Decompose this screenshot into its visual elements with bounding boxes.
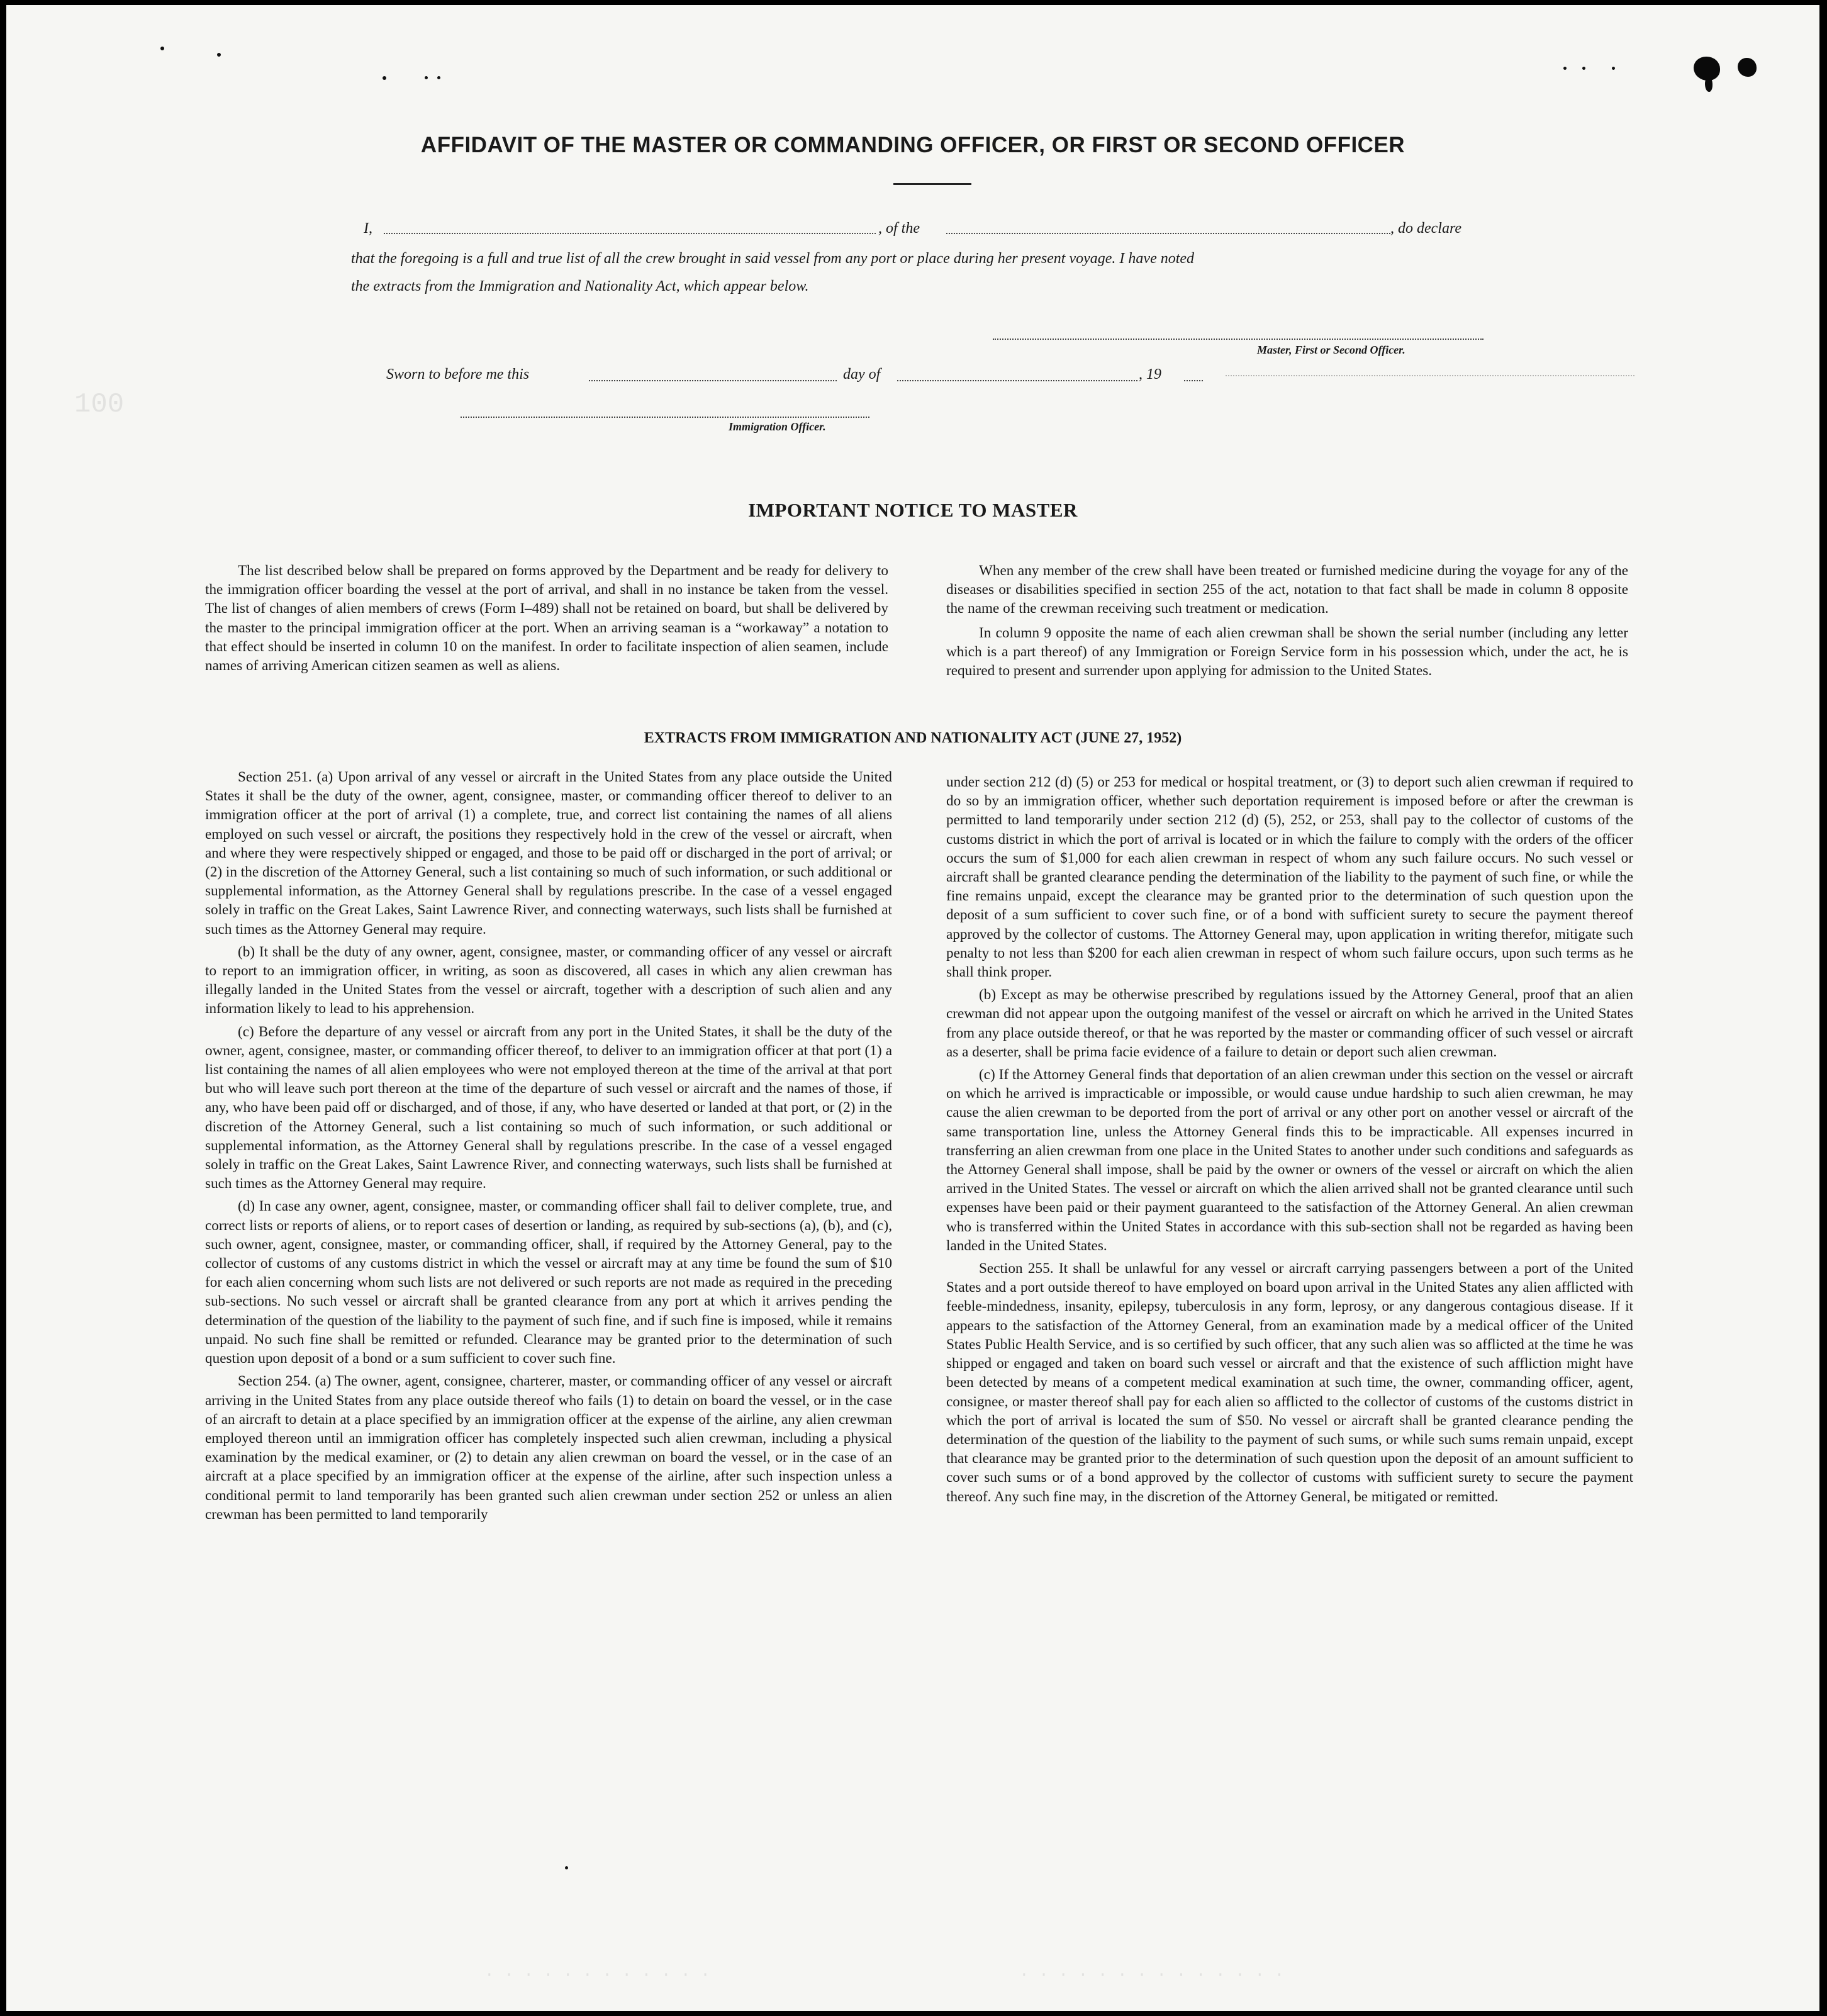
section-251-d: (d) In case any owner, agent, consignee, master, or commanding officer shall fail to deliver complete, true, and correct lists or reports of aliens, or to report cases of desertion or landing, as required by sub-sections (a), (b), and (c), such owner, agent, consignee, master, or commanding officer, shall, if required by the Attorney General, pay to the collector of customs of any customs district in which the vessel or aircraft may at any time be found the sum of $10 for each alien concerning whom such lists are not delivered or such reports are not made as required in the preceding sub-sections. No such vessel or aircraft shall be granted clearance from any port at which it arrives pending the determination of the question of the liability to the payment of such fine, and if such fine is imposed, while it remains unpaid. No such fine shall be remitted or refunded. Clearance may be granted prior to the determination of such question upon deposit of a bond or a sum sufficient to cover such fine.	[205, 1198, 892, 1367]
scan-speck	[1563, 67, 1567, 70]
affidavit-line-3: the extracts from the Immigration and Nationality Act, which appear below.	[351, 278, 809, 294]
bleed-through-text: 100	[74, 389, 125, 420]
affidavit-title: AFFIDAVIT OF THE MASTER OR COMMANDING OFFICER, OR FIRST OR SECOND OFFICER	[420, 133, 1405, 157]
sworn-year-blank[interactable]	[1184, 380, 1203, 381]
bleed-through-text: . . . . . . . . . . . .	[484, 1962, 710, 1981]
notice-title: IMPORTANT NOTICE TO MASTER	[748, 499, 1078, 521]
notice-right-column	[946, 561, 1628, 684]
extracts-left-column	[205, 768, 892, 1528]
section-254-c: (c) If the Attorney General finds that deportation of an alien crewman under this section on the vessel or aircraft on which he arrived is impracticable or impossible, or would cause undue hardship to such alien crewman, he may cause the alien crewman to be deported from the port of arrival or any other port on another vessel or aircraft of the same transportation line, unless the Attorney General finds this to be impracticable. All expenses incurred in transferring an alien crewman from one place in the United States to another under such conditions and safeguards as the Attorney General shall impose, shall be paid by the owner or owners of the vessel or aircraft on which the alien arrived in the United States. The vessel or aircraft on which the alien arrived shall not be granted clearance until such expenses have been paid or their payment guaranteed to the satisfaction of the Attorney General. An alien crewman who is transferred within the United States in accordance with this sub-section shall not be regarded as having been landed in the United States.	[946, 1067, 1633, 1254]
sworn-day-blank[interactable]	[589, 380, 837, 381]
affidavit-do-declare: , do declare	[1390, 220, 1462, 237]
officer-caption: Immigration Officer.	[729, 420, 826, 433]
ink-blot	[1705, 77, 1712, 92]
scan-speck	[383, 76, 386, 80]
master-caption: Master, First or Second Officer.	[1257, 344, 1405, 356]
bleed-through-text: . . . . . . . . . . . . . .	[1019, 1962, 1285, 1981]
scan-speck	[437, 76, 440, 79]
scan-speck	[1612, 67, 1615, 70]
section-251-b: (b) It shall be the duty of any owner, agent, consignee, master, or commanding officer of any vessel or aircraft to report to an immigration officer, in writing, as soon as discovered, all cases in which any alien crewman has illegally landed in the United States from the vessel or aircraft, together with a description of such alien and any information likely to lead to his apprehension.	[205, 943, 892, 1017]
section-254-a-cont: under section 212 (d) (5) or 253 for medical or hospital treatment, or (3) to deport such alien crewman if required to do so by an immigration officer, whether such deportation requirement is imposed before or after the crewman is permitted to land temporarily under section 212 (d) (5), 252, or 253, shall pay to the collector of customs of the customs district in which the port of arrival is located or in which the failure to comply with the orders of the officer occurs the sum of $1,000 for each alien crewman in respect of whom any such failure occurs. No such vessel or aircraft shall be granted clearance pending the determination of the liability to the payment of such fine, or while the fine remains unpaid, except the clearance may be granted prior to the determination of such question upon the deposit of a sum sufficient to cover such fine, or of a bond with sufficient surety to secure the payment thereof approved by the collector of customs. The Attorney General may, upon application in writing therefor, mitigate such penalty to not less than $200 for each alien crewman in respect of whom such failure occurs, upon such terms as he shall think proper.	[946, 774, 1633, 981]
scan-speck	[425, 76, 428, 79]
scan-speck	[565, 1866, 568, 1869]
day-of-label: day of	[843, 366, 881, 383]
title-rule	[893, 183, 971, 185]
extracts-right-column	[946, 773, 1633, 1510]
notice-right-paragraph-2: In column 9 opposite the name of each alien crewman shall be shown the serial number (including any letter which is a part thereof) of any Immigration or Foreign Service form in his possession which, under the act, he is required to present and surrender upon applying for admission to the United States.	[946, 624, 1628, 680]
ink-blot	[1738, 58, 1757, 77]
scan-speck	[160, 47, 164, 50]
section-254-a: Section 254. (a) The owner, agent, consignee, charterer, master, or commanding officer of any vessel or aircraft arriving in the United States from any place outside thereof who fails (1) to detain on board the vessel, or in the case of an aircraft to detain at a place specified by an immigration officer at the expense of the airline, any alien crewman employed thereon until an immigration officer has completely inspected such alien crewman, including a physical examination by the medical examiner, or (2) to detain any alien crewman on board the vessel, or in the case of an aircraft at a place specified by an immigration officer at the expense of the airline, after such inspection unless a conditional permit to land temporarily has been granted such alien crewman under section 252 or unless an alien crewman has been permitted to land temporarily	[205, 1373, 892, 1523]
section-254-b: (b) Except as may be otherwise prescribed by regulations issued by the Attorney General, proof that an alien crewman did not appear upon the outgoing manifest of the vessel or aircraft on which he arrived in the United States from any place outside thereof, or that he was reported by the master or commanding officer of such vessel or aircraft as a deserter, shall be prima facie evidence of a failure to detain or deport such alien crewman.	[946, 987, 1633, 1060]
section-255: Section 255. It shall be unlawful for any vessel or aircraft carrying passengers between a port of the United States and a port outside thereof to have employed on board upon arrival in the United States any alien afflicted with feeble-mindedness, insanity, epilepsy, tuberculosis in any form, leprosy, or any dangerous contagious disease. If it appears to the satisfaction of the Attorney General, from an examination made by a medical officer of the United States Public Health Service, and is so certified by such officer, that any such alien was so afflicted at the time he was shipped or engaged and taken on board such vessel or aircraft and that the existence of such affliction might have been detected by means of a competent medical examination at such time, the owner, commanding officer, agent, consignee, or master thereof shall pay for each alien so afflicted to the collector of customs of the customs district in which the port of arrival is located the sum of $50. No vessel or aircraft shall be granted clearance pending the determination of the question of the liability to the payment of such sums, or while such sums remain unpaid, except that clearance may be granted prior to the determination of such question upon the deposit of an amount sufficient to cover such sums or of a bond approved by the collector of customs with sufficient surety to secure the payment thereof. Any such fine may, in the discretion of the Attorney General, be mitigated or remitted.	[946, 1260, 1633, 1505]
notice-right-paragraph-1: When any member of the crew shall have been treated or furnished medicine during the voyage for any of the diseases or disabilities specified in section 255 of the act, notation to that fact shall be made in column 8 opposite the name of the crewman receiving such treatment or medication.	[946, 563, 1628, 617]
vessel-blank[interactable]	[946, 233, 1390, 234]
affidavit-of-the: , of the	[878, 220, 920, 237]
scan-speck	[217, 53, 221, 57]
affidavit-i: I,	[364, 220, 372, 237]
extracts-title: EXTRACTS FROM IMMIGRATION AND NATIONALITY ACT (JUNE 27, 1952)	[644, 730, 1182, 746]
notice-left-paragraph: The list described below shall be prepared on forms approved by the Department and be ready for delivery to the immigration officer boarding the vessel at the port of arrival, and shall in no instance be taken from the vessel. The list of changes of alien members of crews (Form I–489) shall not be retained on board, but shall be delivered by the master to the principal immigration officer at the port. When an arriving seaman is a “workaway” a notation to that effect should be inserted in column 10 on the manifest. In order to facilitate inspection of alien seamen, include names of arriving American citizen seamen as well as aliens.	[205, 563, 888, 675]
sworn-month-blank[interactable]	[897, 380, 1137, 381]
officer-signature-line[interactable]	[461, 417, 869, 418]
master-signature-line[interactable]	[993, 339, 1483, 340]
name-blank[interactable]	[384, 233, 876, 234]
section-251-a: Section 251. (a) Upon arrival of any vessel or aircraft in the United States from any place outside the United States it shall be the duty of the owner, agent, consignee, master, or commanding officer thereof to deliver to an immigration officer at the port of arrival (1) a complete, true, and correct list containing the names of all aliens employed on such vessel or aircraft, the positions they respectively hold in the crew of the vessel or aircraft, when and where they were respectively shipped or engaged, and those to be paid off or discharged in the port of arrival; or (2) in the discretion of the Attorney General, such a list containing so much of such information, or such additional or supplemental information, as the Attorney General shall by regulations prescribe. In the case of a vessel engaged solely in traffic on the Great Lakes, Saint Lawrence River, and connecting waterways, such lists shall be furnished at such times as the Attorney General may require.	[205, 769, 892, 938]
notice-left-column	[205, 561, 888, 679]
date-extension-line	[1226, 375, 1634, 376]
scan-speck	[1582, 67, 1585, 70]
sworn-label: Sworn to before me this	[386, 366, 530, 383]
affidavit-line-2: that the foregoing is a full and true list of all the crew brought in said vessel from any port or place during her present voyage. I have noted	[351, 250, 1195, 267]
section-251-c: (c) Before the departure of any vessel or aircraft from any port in the United States, it shall be the duty of the owner, agent, consignee, master, or commanding officer thereof, to deliver to an immigration officer at that port (1) a list containing the names of all alien employees who were not employed thereon at the time of the arrival at that port but who will leave such port thereon at the time of the departure of such vessel or aircraft and the names of those, if any, who have been paid off or discharged, and of those, if any, who have deserted or landed at that port, or (2) in the discretion of the Attorney General, such a list containing so much of such information, or such additional or supplemental information, as the Attorney General shall by regulations prescribe. In the case of a vessel engaged solely in traffic on the Great Lakes, Saint Lawrence River, and connecting waterways, such lists shall be furnished at such times as the Attorney General may require.	[205, 1023, 892, 1192]
year-label: , 19	[1139, 366, 1161, 383]
document-page	[6, 5, 1819, 2011]
